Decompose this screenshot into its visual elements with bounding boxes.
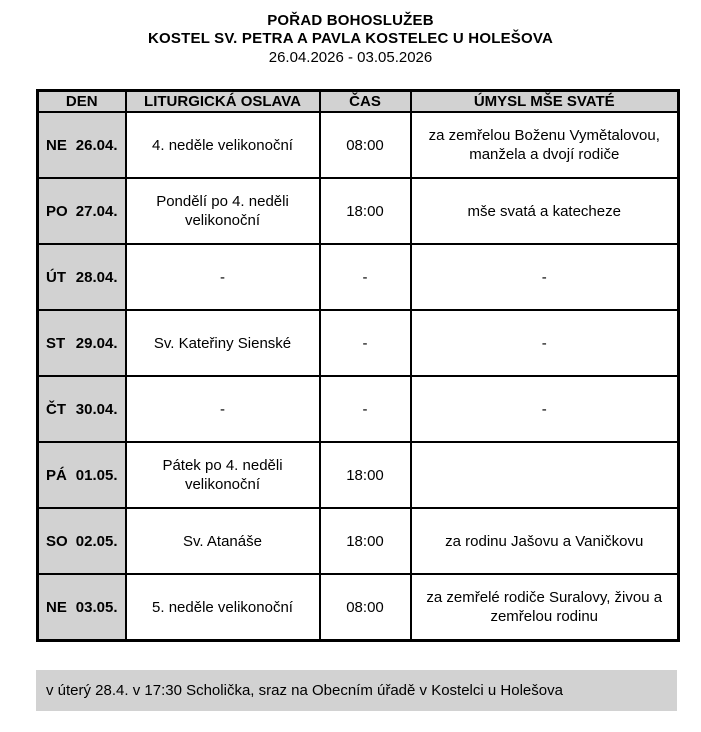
time-cell: 18:00 [320, 442, 411, 508]
celebration-cell: - [126, 244, 320, 310]
intention-cell: za zemřelou Boženu Vymětalovou, manžela a dvojí rodiče [411, 112, 679, 178]
church-subtitle: KOSTEL SV. PETRA A PAVLA KOSTELEC U HOLEŠOVA [148, 30, 553, 47]
time-cell: - [320, 376, 411, 442]
day-abbrev: ÚT [46, 268, 66, 286]
celebration-cell: Pátek po 4. neděli velikonoční [126, 442, 320, 508]
celebration-cell: Sv. Kateřiny Sienské [126, 310, 320, 376]
footer-note-text: v úterý 28.4. v 17:30 Scholička, sraz na Obecním úřadě v Kostelci u Holešova [46, 682, 563, 699]
table-row [38, 442, 679, 508]
time-cell: - [320, 310, 411, 376]
day-cell [38, 244, 126, 310]
intention-cell: - [411, 310, 679, 376]
day-cell [38, 112, 126, 178]
day-cell [38, 574, 126, 641]
day-abbrev: ST [46, 334, 66, 352]
date-range: 26.04.2026 - 03.05.2026 [268, 49, 433, 66]
table-row [38, 178, 679, 244]
day-abbrev: PÁ [46, 466, 67, 484]
column-header-liturgicka-oslava: LITURGICKÁ OSLAVA [126, 91, 320, 113]
day-date: 29.04. [75, 334, 118, 352]
celebration-cell: - [126, 376, 320, 442]
intention-cell: - [411, 376, 679, 442]
column-header-cas: ČAS [320, 91, 411, 113]
page-title: POŘAD BOHOSLUŽEB [267, 12, 434, 29]
day-date: 26.04. [75, 136, 118, 154]
day-abbrev: PO [46, 202, 68, 220]
table-row [38, 376, 679, 442]
intention-cell [411, 442, 679, 508]
celebration-cell: Sv. Atanáše [126, 508, 320, 574]
table-row [38, 244, 679, 310]
title-block [0, 12, 701, 67]
intention-cell: za rodinu Jašovu a Vaničkovu [411, 508, 679, 574]
time-cell: - [320, 244, 411, 310]
time-cell: 08:00 [320, 574, 411, 641]
time-cell: 18:00 [320, 178, 411, 244]
day-abbrev: NE [46, 598, 67, 616]
column-header-den: DEN [38, 91, 126, 113]
day-abbrev: ČT [46, 400, 66, 418]
schedule-table [36, 89, 680, 642]
day-abbrev: NE [46, 136, 67, 154]
intention-cell: mše svatá a katecheze [411, 178, 679, 244]
intention-cell: za zemřelé rodiče Suralovy, živou a zemřelou rodinu [411, 574, 679, 641]
day-date: 30.04. [75, 400, 118, 418]
day-cell [38, 178, 126, 244]
time-cell: 08:00 [320, 112, 411, 178]
day-abbrev: SO [46, 532, 68, 550]
table-row [38, 112, 679, 178]
day-cell [38, 376, 126, 442]
celebration-cell: Pondělí po 4. neděli velikonoční [126, 178, 320, 244]
celebration-cell: 5. neděle velikonoční [126, 574, 320, 641]
day-date: 02.05. [75, 532, 118, 550]
table-row [38, 310, 679, 376]
day-cell [38, 310, 126, 376]
day-date: 28.04. [75, 268, 118, 286]
day-date: 01.05. [75, 466, 118, 484]
day-date: 03.05. [75, 598, 118, 616]
day-cell [38, 442, 126, 508]
day-cell [38, 508, 126, 574]
table-row [38, 508, 679, 574]
footer-note [36, 670, 677, 711]
celebration-cell: 4. neděle velikonoční [126, 112, 320, 178]
table-header-row [38, 91, 679, 113]
day-date: 27.04. [75, 202, 118, 220]
time-cell: 18:00 [320, 508, 411, 574]
column-header-umysl: ÚMYSL MŠE SVATÉ [411, 91, 679, 113]
table-row [38, 574, 679, 641]
intention-cell: - [411, 244, 679, 310]
